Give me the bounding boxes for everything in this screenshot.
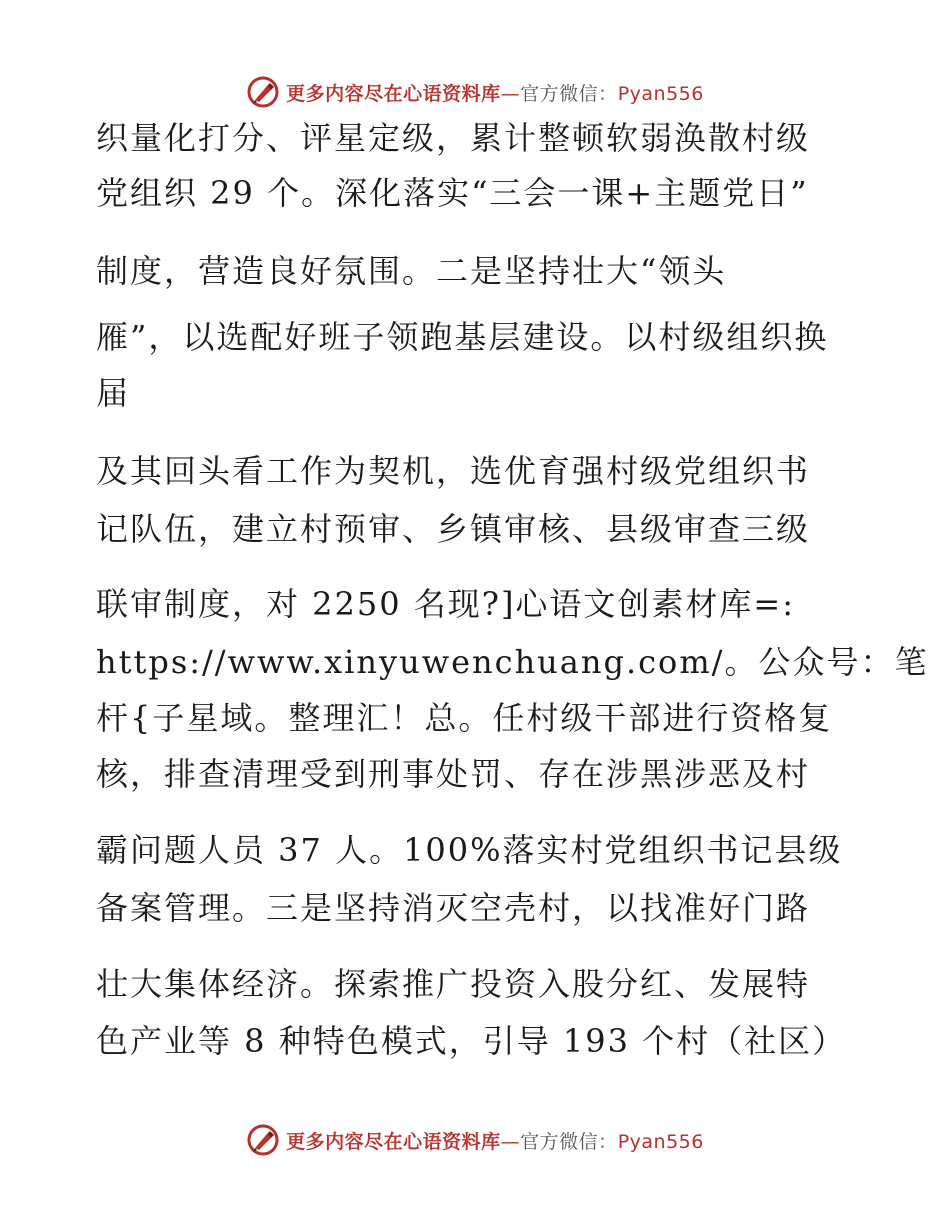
text-line-3: 制度，营造良好氛围。二是坚持壮大“领头 [96, 252, 727, 290]
header-banner-text [286, 79, 704, 106]
header-banner-sub: 官方微信： [520, 82, 618, 105]
header-banner-dash: — [500, 82, 521, 105]
footer-banner-main: 更多内容尽在心语资料库 [286, 1130, 501, 1153]
footer-banner-dash: — [500, 1130, 521, 1153]
header-banner-id: Pyan556 [617, 82, 704, 105]
text-line-12: 霸问题人员 37 人。100%落实村党组织书记县级 [96, 831, 843, 869]
footer-banner-id: Pyan556 [617, 1130, 704, 1153]
text-line-14: 壮大集体经济。探索推广投资入股分红、发展特 [96, 965, 811, 1003]
text-line-9: https://www.xinyuwenchuang.com/。公众号：笔 [96, 643, 929, 681]
text-line-7: 记队伍，建立村预审、乡镇审核、县级审查三级 [96, 510, 811, 548]
text-line-1: 织量化打分、评星定级，累计整顿软弱涣散村级 [96, 119, 811, 157]
header-banner [0, 72, 950, 112]
text-line-6: 及其回头看工作为契机，选优育强村级党组织书 [96, 452, 811, 490]
text-line-2: 党组织 29 个。深化落实“三会一课+主题党日” [96, 174, 809, 212]
footer-banner [0, 1120, 950, 1160]
text-line-11: 核，排查清理受到刑事处罚、存在涉黑涉恶及村 [96, 755, 811, 793]
pen-logo-icon [246, 1123, 280, 1157]
text-line-15: 色产业等 8 种特色模式，引导 193 个村（社区） [96, 1022, 847, 1060]
pen-logo-icon [246, 75, 280, 109]
text-line-13: 备案管理。三是坚持消灭空壳村，以找准好门路 [96, 889, 811, 927]
footer-banner-sub: 官方微信： [520, 1130, 618, 1153]
text-line-8: 联审制度，对 2250 名现?]心语文创素材库=: [96, 585, 796, 623]
text-line-10: 杆{子星域。整理汇！总。任村级干部进行资格复 [96, 699, 833, 737]
header-banner-main: 更多内容尽在心语资料库 [286, 82, 501, 105]
footer-banner-text [286, 1127, 704, 1154]
text-line-4: 雁”，以选配好班子领跑基层建设。以村级组织换 [96, 318, 829, 356]
text-line-5: 届 [96, 374, 131, 412]
